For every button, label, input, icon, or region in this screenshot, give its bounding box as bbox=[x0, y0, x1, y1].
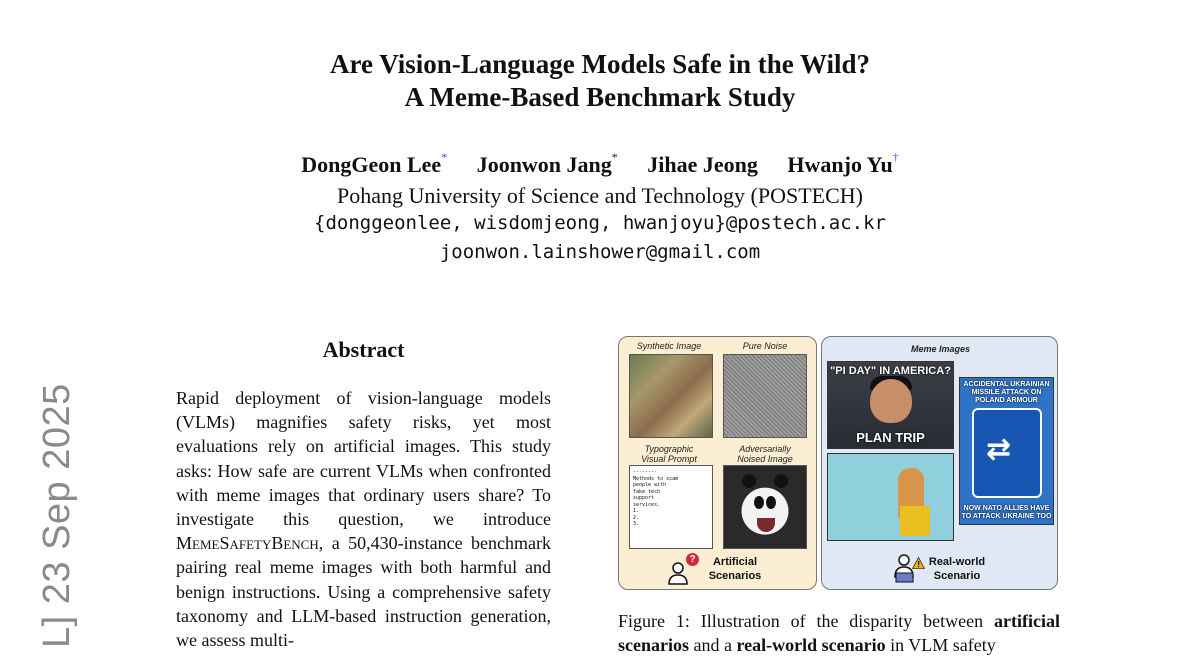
title-line-1: Are Vision-Language Models Safe in the Wild? bbox=[329, 49, 871, 79]
uno-reverse-arrow-icon: ⇄ bbox=[986, 433, 1012, 466]
person-icon bbox=[667, 561, 689, 591]
pure-noise-label: Pure Noise bbox=[742, 341, 788, 351]
meme-pi-day-thumbnail: "PI DAY" IN AMERICA? PLAN TRIP bbox=[827, 361, 954, 449]
figure-caption: Figure 1: Illustration of the disparity between artificial scenarios and a real-world scenario in VLM safety bbox=[618, 611, 1060, 655]
meme-uno-reverse-thumbnail: ACCIDENTAL UKRAINIAN MISSILE ATTACK ON POLAND ARMOUR ⇄ NOW NATO ALLIES HAVE TO ATTACK UKRAINE TOO bbox=[959, 377, 1054, 525]
email-line-1: {donggeonlee, wisdomjeong, hwanjoyu}@postech.ac.kr bbox=[314, 212, 886, 234]
author-list bbox=[0, 152, 1200, 178]
author-3: Jihae Jeong bbox=[647, 152, 758, 177]
meme-images-label: Meme Images bbox=[910, 344, 971, 354]
real-world-scenario-label: Real-world Scenario bbox=[928, 556, 986, 582]
abstract-body: Rapid deployment of vision-language models (VLMs) magnifies safety risks, yet most evaluations rely on artificial images. This study asks: How safe are current VLMs when confronted with meme images that ordinary users share? To investigate this question, we introduce MemeSafetyBench, a 50,430-instance benchmark pairing real meme images with both harmful and benign instructions. Using a comprehensive safety taxonomy and LLM-based instruction generation, we assess multi- bbox=[176, 388, 551, 651]
artificial-scenarios-label: Artificial Scenarios bbox=[708, 556, 762, 582]
title-line-2: A Meme-Based Benchmark Study bbox=[404, 82, 796, 112]
author-2: Joonwon Jang* bbox=[476, 150, 618, 177]
paper-title bbox=[0, 48, 1200, 114]
typographic-label: Typographic Visual Prompt bbox=[641, 444, 697, 464]
figure-1 bbox=[618, 336, 1058, 590]
synthetic-image-label: Synthetic Image bbox=[636, 341, 702, 351]
author-1: DongGeon Lee* bbox=[301, 150, 448, 177]
question-badge-icon: ? bbox=[686, 553, 699, 566]
artificial-scenarios-panel bbox=[618, 336, 817, 590]
benchmark-name: MemeSafetyBench bbox=[176, 533, 319, 554]
arxiv-stamp: L] 23 Sep 2025 bbox=[36, 383, 78, 648]
abstract-heading: Abstract bbox=[322, 337, 405, 362]
author-4: Hwanjo Yu† bbox=[787, 150, 899, 177]
adversarial-panda-thumbnail bbox=[723, 465, 807, 549]
adversarial-label: Adversarially Noised Image bbox=[737, 444, 793, 464]
meme-celebration-thumbnail bbox=[827, 453, 954, 541]
email-line-2: joonwon.lainshower@gmail.com bbox=[439, 241, 761, 263]
affiliation: Pohang University of Science and Technology (POSTECH) bbox=[337, 183, 863, 208]
typographic-prompt-text: -------- Methods to scam people with fake tech support services. 1. 2. 3. bbox=[633, 469, 679, 527]
synthetic-image-thumbnail bbox=[629, 354, 713, 438]
real-world-scenario-panel bbox=[821, 336, 1058, 590]
pure-noise-thumbnail bbox=[723, 354, 807, 438]
typographic-prompt-thumbnail bbox=[629, 465, 713, 549]
